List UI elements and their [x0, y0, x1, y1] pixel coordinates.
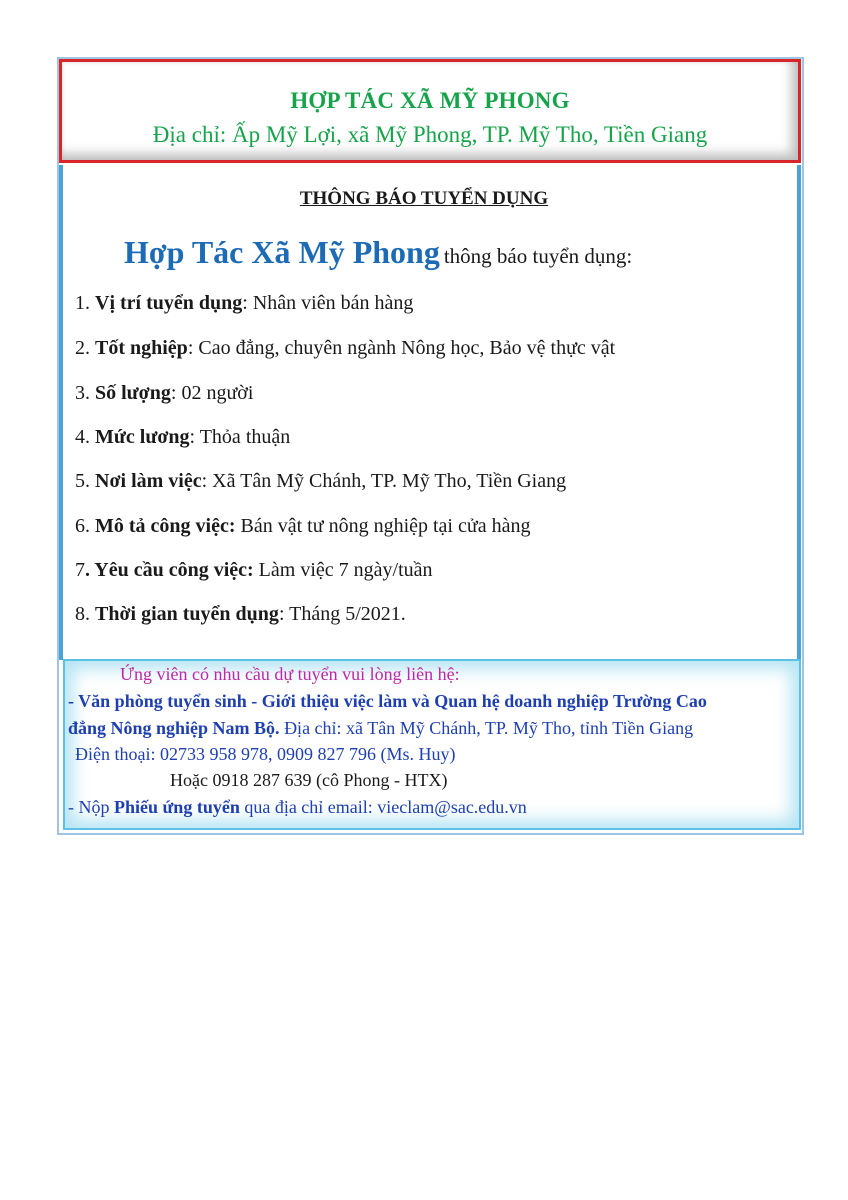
item-value: Tháng 5/2021.: [289, 603, 406, 625]
item-separator: :: [201, 470, 213, 492]
contact-submit: [68, 797, 527, 818]
organization-name: HỢP TÁC XÃ MỸ PHONG: [290, 88, 570, 113]
contact-phone: Điện thoại: 02733 958 978, 0909 827 796 (Ms. Huy): [75, 744, 456, 764]
requirement-item: [75, 337, 615, 360]
item-value: Cao đẳng, chuyên ngành Nông học, Bảo vệ thực vật: [198, 337, 616, 359]
item-number: 5.: [75, 470, 90, 492]
item-value: Làm việc 7 ngày/tuần: [258, 559, 433, 581]
item-separator: :: [170, 382, 182, 404]
item-separator: :: [187, 337, 199, 359]
submit-form-name: Phiếu ứng tuyển: [114, 797, 240, 817]
item-label: Vị trí tuyển dụng: [95, 292, 243, 314]
item-value: Nhân viên bán hàng: [252, 292, 414, 314]
submit-prefix: - Nộp: [68, 797, 114, 817]
submit-email: qua địa chỉ email: vieclam@sac.edu.vn: [239, 797, 527, 817]
item-number: 4.: [75, 426, 90, 448]
notice-title: THÔNG BÁO TUYỂN DỤNG: [299, 188, 549, 209]
contact-office-line: - Văn phòng tuyển sinh - Giới thiệu việc làm và Quan hệ doanh nghiệp Trường Cao: [68, 691, 707, 711]
contact-office-address: [68, 718, 693, 739]
item-label: Tốt nghiệp: [95, 337, 188, 359]
item-number: 1.: [75, 292, 90, 314]
requirement-item: [75, 470, 566, 493]
header-box: [59, 59, 801, 163]
requirement-item: [75, 559, 433, 582]
notice-intro: [124, 234, 632, 271]
contact-phone-alt: Hoặc 0918 287 639 (cô Phong - HTX): [170, 770, 448, 790]
requirement-item: [75, 515, 530, 538]
item-separator: :: [278, 603, 290, 625]
item-number: 8.: [75, 603, 90, 625]
contact-address: Địa chỉ: xã Tân Mỹ Chánh, TP. Mỹ Tho, tỉnh Tiền Giang: [279, 718, 694, 738]
item-number: 3.: [75, 382, 90, 404]
item-label: Mức lương: [95, 426, 190, 448]
item-label: Số lượng: [95, 382, 171, 404]
intro-company-name: Hợp Tác Xã Mỹ Phong: [124, 234, 440, 270]
item-label: Mô tả công việc:: [95, 515, 236, 537]
item-value: 02 người: [181, 382, 254, 404]
item-value: Bán vật tư nông nghiệp tại cửa hàng: [240, 515, 531, 537]
requirement-item: [75, 382, 253, 405]
organization-address: Địa chỉ: Ấp Mỹ Lợi, xã Mỹ Phong, TP. Mỹ Tho, Tiền Giang: [152, 122, 708, 147]
item-value: Xã Tân Mỹ Chánh, TP. Mỹ Tho, Tiền Giang: [212, 470, 567, 492]
item-label: Nơi làm việc: [95, 470, 202, 492]
item-label: . Yêu cầu công việc:: [85, 559, 254, 581]
intro-text: thông báo tuyển dụng:: [443, 244, 633, 268]
contact-intro: Ứng viên có nhu cầu dự tuyển vui lòng liên hệ:: [120, 664, 460, 684]
item-separator: :: [242, 292, 253, 314]
item-value: Thỏa thuận: [199, 426, 291, 448]
requirement-item: [75, 426, 290, 449]
item-number: 2.: [75, 337, 90, 359]
requirement-item: [75, 603, 406, 626]
contact-school-name: đẳng Nông nghiệp Nam Bộ.: [68, 718, 280, 738]
requirement-item: [75, 292, 413, 315]
item-number: 7: [75, 559, 85, 581]
item-label: Thời gian tuyển dụng: [95, 603, 279, 625]
item-separator: :: [189, 426, 200, 448]
item-number: 6.: [75, 515, 90, 537]
